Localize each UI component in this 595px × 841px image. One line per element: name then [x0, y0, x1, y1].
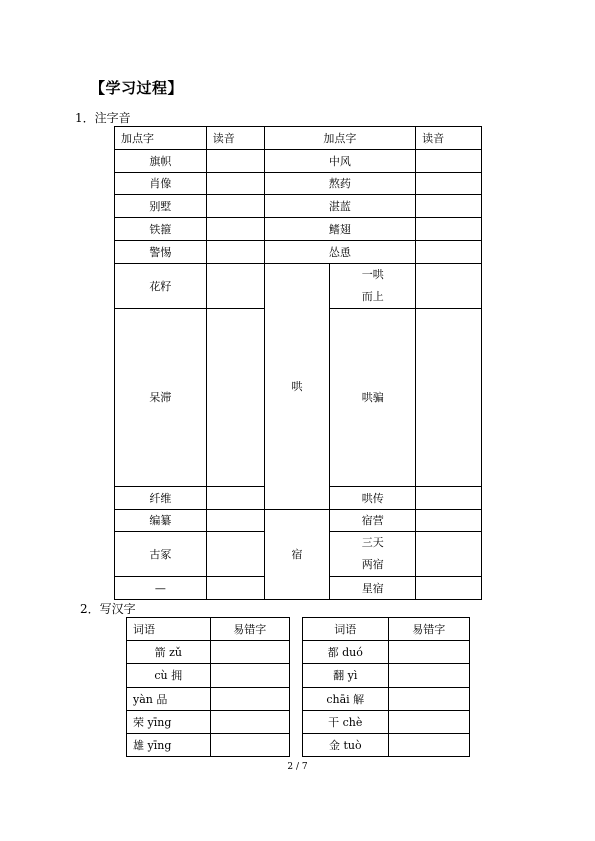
writing-table-right [302, 617, 470, 757]
section-title: 【学习过程】 [90, 79, 184, 97]
char-line: 一哄 [361, 267, 384, 281]
char-cell: 纤维 [115, 486, 207, 509]
part1-title: 1．注字音 [75, 111, 131, 125]
char-line: 两宿 [361, 558, 384, 572]
part2-title: 2．写汉字 [80, 602, 136, 616]
header-cell: 易错字 [210, 618, 289, 641]
word-cell: 翻 yì [303, 664, 389, 687]
char-cell: 星宿 [330, 577, 416, 600]
answer-cell[interactable] [206, 486, 264, 509]
answer-cell[interactable] [388, 641, 469, 664]
answer-cell[interactable] [210, 733, 289, 756]
answer-cell[interactable] [416, 532, 482, 577]
char-line: 而上 [361, 289, 384, 303]
answer-cell[interactable] [206, 577, 264, 600]
char-cell: 宿营 [330, 509, 416, 532]
word-cell: 金 tuò [303, 733, 389, 756]
header-cell: 易错字 [388, 618, 469, 641]
table-row [127, 664, 290, 687]
answer-cell[interactable] [206, 263, 264, 308]
header-cell: 加点字 [264, 127, 416, 150]
word-cell: 雄 yīng [127, 733, 211, 756]
table-row [127, 641, 290, 664]
char-cell: 中风 [264, 149, 416, 172]
word-cell: 箭 zǔ [127, 641, 211, 664]
table-row [303, 733, 470, 756]
table-row [303, 710, 470, 733]
answer-cell[interactable] [388, 664, 469, 687]
char-cell: 鳍翅 [264, 218, 416, 241]
answer-cell[interactable] [416, 577, 482, 600]
answer-cell[interactable] [416, 149, 482, 172]
answer-cell[interactable] [416, 263, 482, 308]
header-cell: 词语 [127, 618, 211, 641]
answer-cell[interactable] [206, 195, 264, 218]
answer-cell[interactable] [206, 172, 264, 195]
char-cell: 铁箍 [115, 218, 207, 241]
table-row [303, 687, 470, 710]
header-cell: 词语 [303, 618, 389, 641]
answer-cell[interactable] [206, 308, 264, 486]
answer-cell[interactable] [210, 710, 289, 733]
polyphone-char-hong: 哄 [264, 263, 330, 509]
word-cell: chāi 解 [303, 687, 389, 710]
table-row [115, 240, 482, 263]
answer-cell[interactable] [416, 308, 482, 486]
char-line: 三天 [361, 536, 384, 550]
table-row [115, 172, 482, 195]
char-cell: 旗帜 [115, 149, 207, 172]
char-cell [330, 532, 416, 577]
answer-cell[interactable] [210, 641, 289, 664]
table-row [115, 195, 482, 218]
table-row [115, 218, 482, 241]
char-cell: 别墅 [115, 195, 207, 218]
table-row [303, 664, 470, 687]
polyphone-char-su: 宿 [264, 509, 330, 600]
char-cell: 哄骗 [330, 308, 416, 486]
char-cell: 花籽 [115, 263, 207, 308]
answer-cell[interactable] [206, 240, 264, 263]
word-cell: 都 duó [303, 641, 389, 664]
char-cell: 编纂 [115, 509, 207, 532]
answer-cell[interactable] [388, 710, 469, 733]
answer-cell[interactable] [210, 664, 289, 687]
char-cell: 肖像 [115, 172, 207, 195]
char-cell: 古冢 [115, 532, 207, 577]
answer-cell[interactable] [416, 172, 482, 195]
table-row [127, 733, 290, 756]
word-cell: 干 chè [303, 710, 389, 733]
page-number: 2 / 7 [287, 762, 308, 772]
table-header-row [115, 127, 482, 150]
table-row [303, 641, 470, 664]
char-cell: 哄传 [330, 486, 416, 509]
table-row [127, 687, 290, 710]
table-row [115, 149, 482, 172]
answer-cell[interactable] [388, 733, 469, 756]
table-row [127, 710, 290, 733]
char-cell: — [115, 577, 207, 600]
header-cell: 读音 [416, 127, 482, 150]
answer-cell[interactable] [206, 509, 264, 532]
pronunciation-table [114, 126, 482, 600]
answer-cell[interactable] [416, 509, 482, 532]
answer-cell[interactable] [206, 532, 264, 577]
char-cell: 怂恿 [264, 240, 416, 263]
char-cell: 熬药 [264, 172, 416, 195]
answer-cell[interactable] [416, 240, 482, 263]
answer-cell[interactable] [388, 687, 469, 710]
header-cell: 读音 [206, 127, 264, 150]
table-header-row [127, 618, 290, 641]
table-row [115, 263, 482, 308]
word-cell: 荣 yīng [127, 710, 211, 733]
answer-cell[interactable] [210, 687, 289, 710]
answer-cell[interactable] [206, 218, 264, 241]
word-cell: yàn 品 [127, 687, 211, 710]
char-cell [330, 263, 416, 308]
header-cell: 加点字 [115, 127, 207, 150]
char-cell: 警惕 [115, 240, 207, 263]
writing-table-left [126, 617, 290, 757]
answer-cell[interactable] [206, 149, 264, 172]
word-cell: cù 拥 [127, 664, 211, 687]
answer-cell[interactable] [416, 195, 482, 218]
table-header-row [303, 618, 470, 641]
table-row [115, 509, 482, 532]
char-cell: 呆滞 [115, 308, 207, 486]
char-cell: 湛蓝 [264, 195, 416, 218]
answer-cell[interactable] [416, 486, 482, 509]
answer-cell[interactable] [416, 218, 482, 241]
